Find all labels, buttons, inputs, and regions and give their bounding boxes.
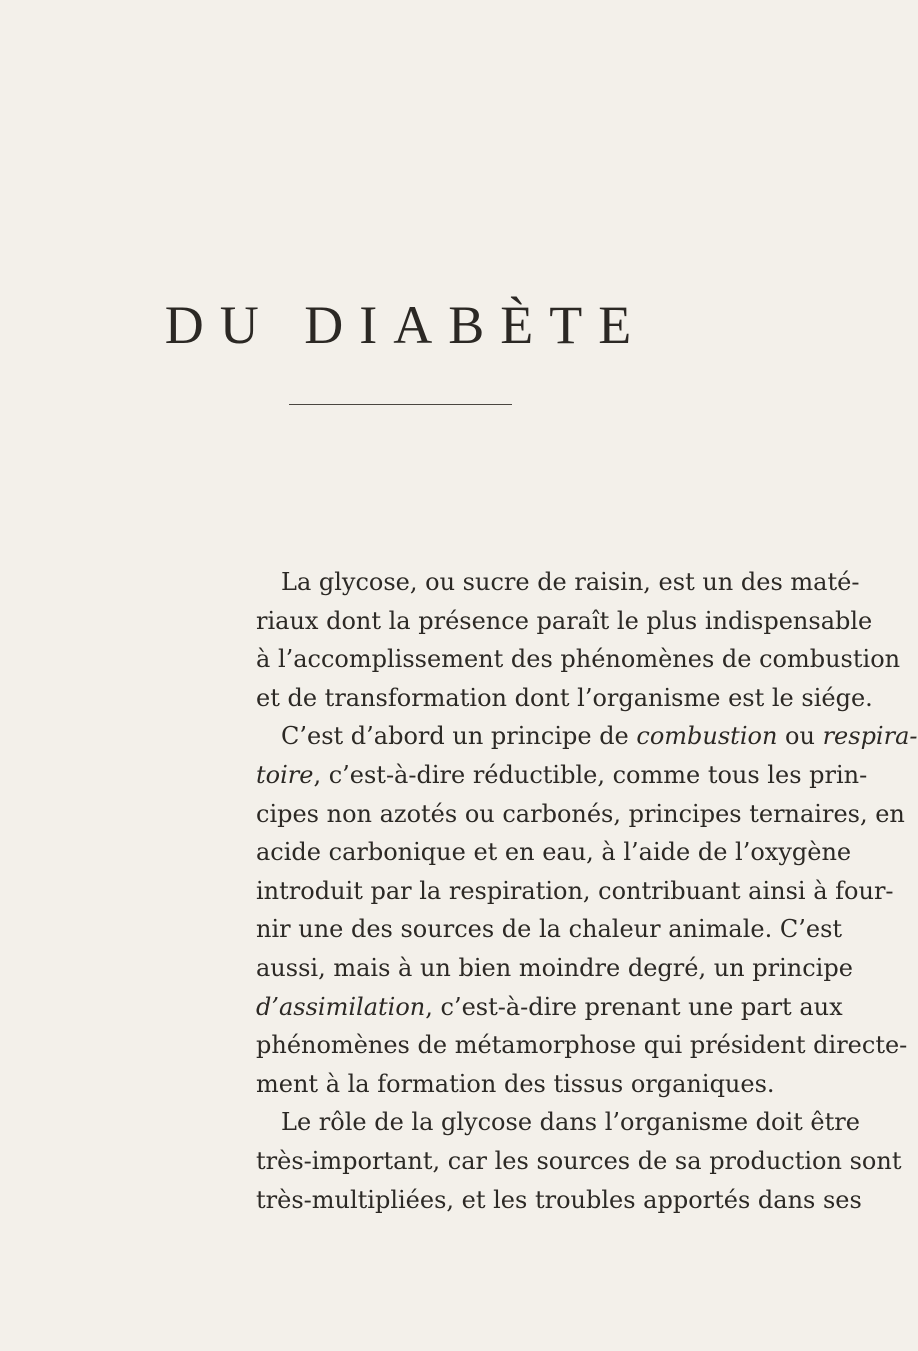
italic-term: d’assimilation — [256, 992, 426, 1021]
chapter-title: DU DIABÈTE — [164, 295, 648, 356]
text-line: aussi, mais à un bien moindre degré, un principe — [256, 953, 853, 982]
text-line: d’assimilation, c’est-à-dire prenant une part aux — [256, 992, 843, 1021]
body-text — [256, 563, 918, 1219]
paragraph — [256, 717, 918, 1103]
text-line: et de transformation dont l’organisme est le siége. — [256, 683, 873, 712]
italic-term: toire — [256, 760, 314, 789]
text-line: à l’accomplissement des phénomènes de combustion — [256, 645, 901, 674]
paragraph — [256, 1103, 902, 1219]
title-divider — [289, 404, 512, 405]
text-line: ment à la formation des tissus organiques. — [256, 1069, 775, 1098]
text-line: Le rôle de la glycose dans l’organisme doit être — [281, 1108, 860, 1137]
italic-term: respira- — [822, 722, 918, 751]
text-line: très-multipliées, et les troubles apportés dans ses — [256, 1185, 862, 1214]
italic-term: combustion — [636, 722, 778, 751]
text-line: très-important, car les sources de sa production sont — [256, 1146, 902, 1175]
text-line: introduit par la respiration, contribuant ainsi à four- — [256, 876, 894, 905]
text-line: nir une des sources de la chaleur animale. C’est — [256, 915, 843, 944]
text-line: cipes non azotés ou carbonés, principes ternaires, en — [256, 799, 905, 828]
text-line: acide carbonique et en eau, à l’aide de l’oxygène — [256, 838, 852, 867]
text-line: riaux dont la présence paraît le plus indispensable — [256, 606, 873, 635]
paragraph — [256, 563, 901, 717]
text-line: phénomènes de métamorphose qui président directe- — [256, 1031, 908, 1060]
text-line: La glycose, ou sucre de raisin, est un des maté- — [281, 568, 860, 596]
text-line: toire, c’est-à-dire réductible, comme tous les prin- — [256, 760, 868, 789]
text-line: C’est d’abord un principe de combustion ou respira- — [281, 722, 918, 751]
